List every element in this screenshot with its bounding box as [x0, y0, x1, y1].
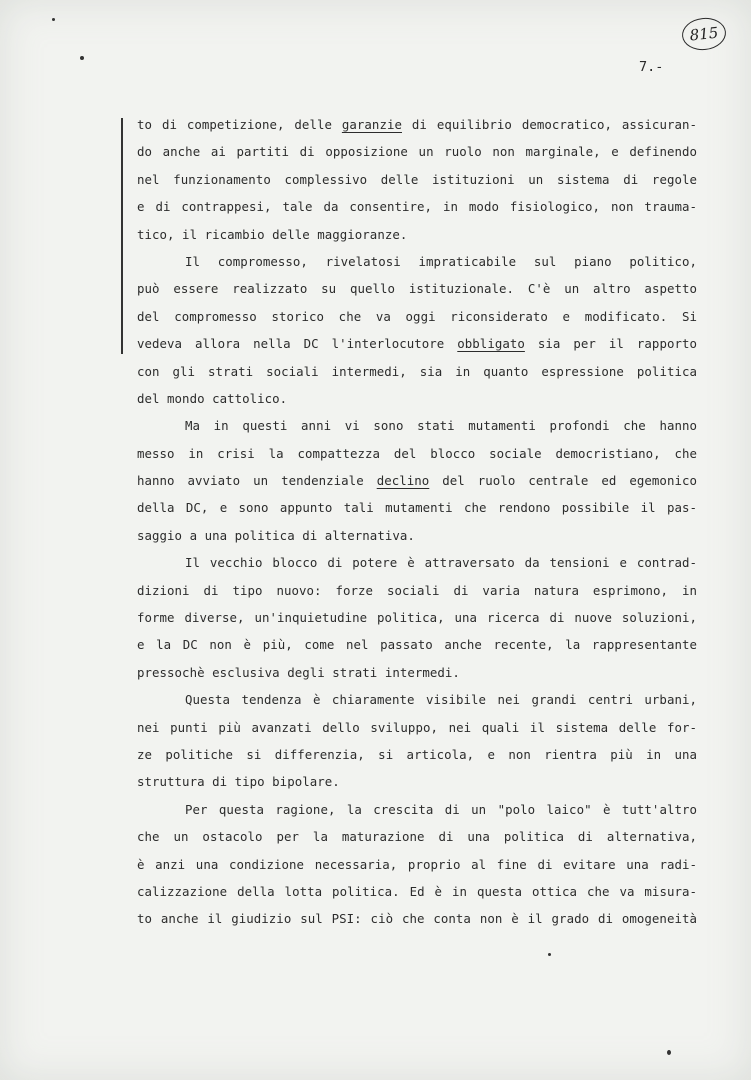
- text-run: sia per il rapporto: [524, 336, 697, 352]
- body-text: [137, 111, 697, 933]
- text-run: Per questa ragione, la crescita di un "polo laico" è tutt'altro: [185, 801, 697, 817]
- text-line: [137, 851, 697, 878]
- text-run: to anche il giudizio sul PSI: ciò che conta non è il grado di omogeneità: [137, 911, 697, 927]
- text-line: [137, 221, 697, 248]
- text-line: [137, 577, 697, 604]
- text-run: saggio a una politica di alternativa.: [137, 527, 415, 543]
- text-line: [137, 467, 697, 494]
- text-run: del ruolo centrale ed egemonico: [429, 473, 697, 489]
- text-line: [137, 440, 697, 467]
- margin-mark: [121, 118, 123, 354]
- text-line: [137, 714, 697, 741]
- text-run: può essere realizzato su quello istituzionale. C'è un altro aspetto: [137, 281, 697, 297]
- text-run: do anche ai partiti di opposizione un ruolo non marginale, e definendo: [137, 144, 697, 160]
- text-run: dizioni di tipo nuovo: forze sociali di varia natura esprimono, in: [137, 582, 697, 598]
- text-line: [137, 385, 697, 412]
- text-run: di equilibrio democratico, assicuran-: [401, 117, 697, 132]
- text-line: [137, 796, 697, 823]
- paragraph: [137, 796, 697, 933]
- text-line: [137, 631, 697, 658]
- text-line: [137, 768, 697, 795]
- text-line: [137, 494, 697, 521]
- text-run: della DC, e sono appunto tali mutamenti che rendono possibile il pas-: [137, 500, 697, 516]
- text-run: Il vecchio blocco di potere è attraversato da tensioni e contrad-: [185, 555, 697, 571]
- paragraph: [137, 248, 697, 412]
- text-run: e la DC non è più, come nel passato anche recente, la rappresentante: [137, 637, 697, 653]
- underlined-word: garanzie: [341, 117, 402, 132]
- paragraph: [137, 412, 697, 549]
- text-run: struttura di tipo bipolare.: [137, 774, 340, 790]
- text-line: [137, 905, 697, 932]
- text-run: to di competizione, delle: [137, 117, 342, 132]
- text-run: Ma in questi anni vi sono stati mutamenti profondi che hanno: [185, 418, 697, 434]
- text-run: forme diverse, un'inquietudine politica, una ricerca di nuove soluzioni,: [137, 610, 697, 626]
- page-number: 7.-: [639, 59, 664, 75]
- text-run: nei punti più avanzati dello sviluppo, nei quali il sistema delle for-: [137, 719, 697, 735]
- text-line: [137, 248, 697, 275]
- text-run: del mondo cattolico.: [137, 390, 288, 406]
- text-run: del compromesso storico che va oggi riconsiderato e modificato. Si: [137, 308, 697, 324]
- text-line: [137, 686, 697, 713]
- text-line: [137, 549, 697, 576]
- text-run: vedeva allora nella DC l'interlocutore: [137, 336, 458, 352]
- text-line: [137, 522, 697, 549]
- text-line: [137, 330, 697, 357]
- text-run: Il compromesso, rivelatosi impraticabile sul piano politico,: [185, 253, 697, 269]
- text-run: con gli strati sociali intermedi, sia in quanto espressione politica: [137, 363, 697, 379]
- text-run: tico, il ricambio delle maggioranze.: [137, 226, 408, 242]
- text-line: [137, 193, 697, 220]
- paragraph: [137, 549, 697, 686]
- text-line: [137, 878, 697, 905]
- underlined-word: declino: [376, 473, 430, 489]
- text-run: calizzazione della lotta politica. Ed è in questa ottica che va misura-: [137, 883, 697, 899]
- text-line: [137, 275, 697, 302]
- archive-stamp: 815: [680, 16, 727, 52]
- text-line: [137, 659, 697, 686]
- text-line: [137, 604, 697, 631]
- text-run: è anzi una condizione necessaria, proprio al fine di evitare una radi-: [137, 856, 697, 872]
- text-run: pressochè esclusiva degli strati intermedi.: [137, 664, 460, 680]
- text-run: ze politiche si differenzia, si articola, e non rientra più in una: [137, 746, 697, 762]
- text-run: e di contrappesi, tale da consentire, in modo fisiologico, non trauma-: [137, 199, 697, 215]
- paragraph: [137, 686, 697, 796]
- text-run: che un ostacolo per la maturazione di una politica di alternativa,: [137, 829, 697, 845]
- speck: [52, 18, 55, 21]
- text-line: [137, 358, 697, 385]
- text-line: [137, 303, 697, 330]
- text-line: [137, 741, 697, 768]
- text-line: [137, 166, 697, 193]
- speck: [667, 1050, 671, 1055]
- text-line: [137, 823, 697, 850]
- text-line: [137, 412, 697, 439]
- paragraph: [137, 111, 697, 248]
- text-run: messo in crisi la compattezza del blocco sociale democristiano, che: [137, 445, 697, 461]
- speck: [80, 56, 84, 60]
- text-run: nel funzionamento complessivo delle istituzioni un sistema di regole: [137, 171, 697, 187]
- underlined-word: obbligato: [457, 336, 525, 352]
- speck: [548, 953, 551, 956]
- text-line: [137, 111, 697, 138]
- text-run: hanno avviato un tendenziale: [137, 473, 377, 489]
- text-line: [137, 138, 697, 165]
- text-run: Questa tendenza è chiaramente visibile nei grandi centri urbani,: [185, 692, 697, 708]
